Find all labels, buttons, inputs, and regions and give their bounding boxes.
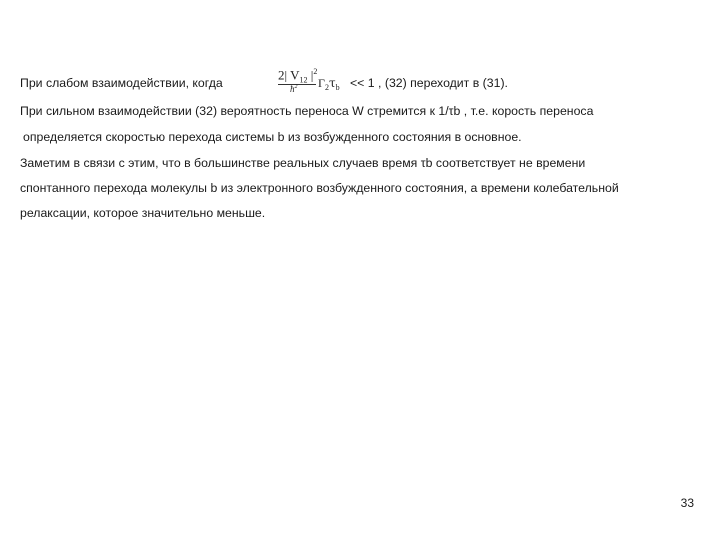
text-line-3: определяется скоростью перехода системы b из возбужденного состояния в основное. — [23, 130, 522, 144]
page-number: 33 — [680, 496, 694, 510]
text-line-6: релаксации, которое значительно меньше. — [20, 206, 266, 220]
formula-tail: $Г_2\tau_b$ — [318, 76, 340, 92]
text-line-1-suffix: << 1 , (32) переходит в (31). — [350, 76, 508, 90]
text-line-5: спонтанного перехода молекулы b из электронного возбужденного состояния, а времени колебательной — [20, 181, 619, 195]
text-line-1-prefix: При слабом взаимодействии, когда — [20, 76, 223, 90]
formula-numerator: 2| $V_{12}$ $|^2$ — [278, 67, 318, 85]
formula-denominator: $ħ^2$ — [290, 84, 298, 94]
text-line-4: Заметим в связи с этим, что в большинстве реальных случаев время τb соответствует не времени — [20, 156, 586, 170]
text-line-2: При сильном взаимодействии (32) вероятность переноса W стремится к 1/τb , т.е. корость переноса — [20, 104, 594, 118]
weak-interaction-formula — [278, 64, 348, 100]
